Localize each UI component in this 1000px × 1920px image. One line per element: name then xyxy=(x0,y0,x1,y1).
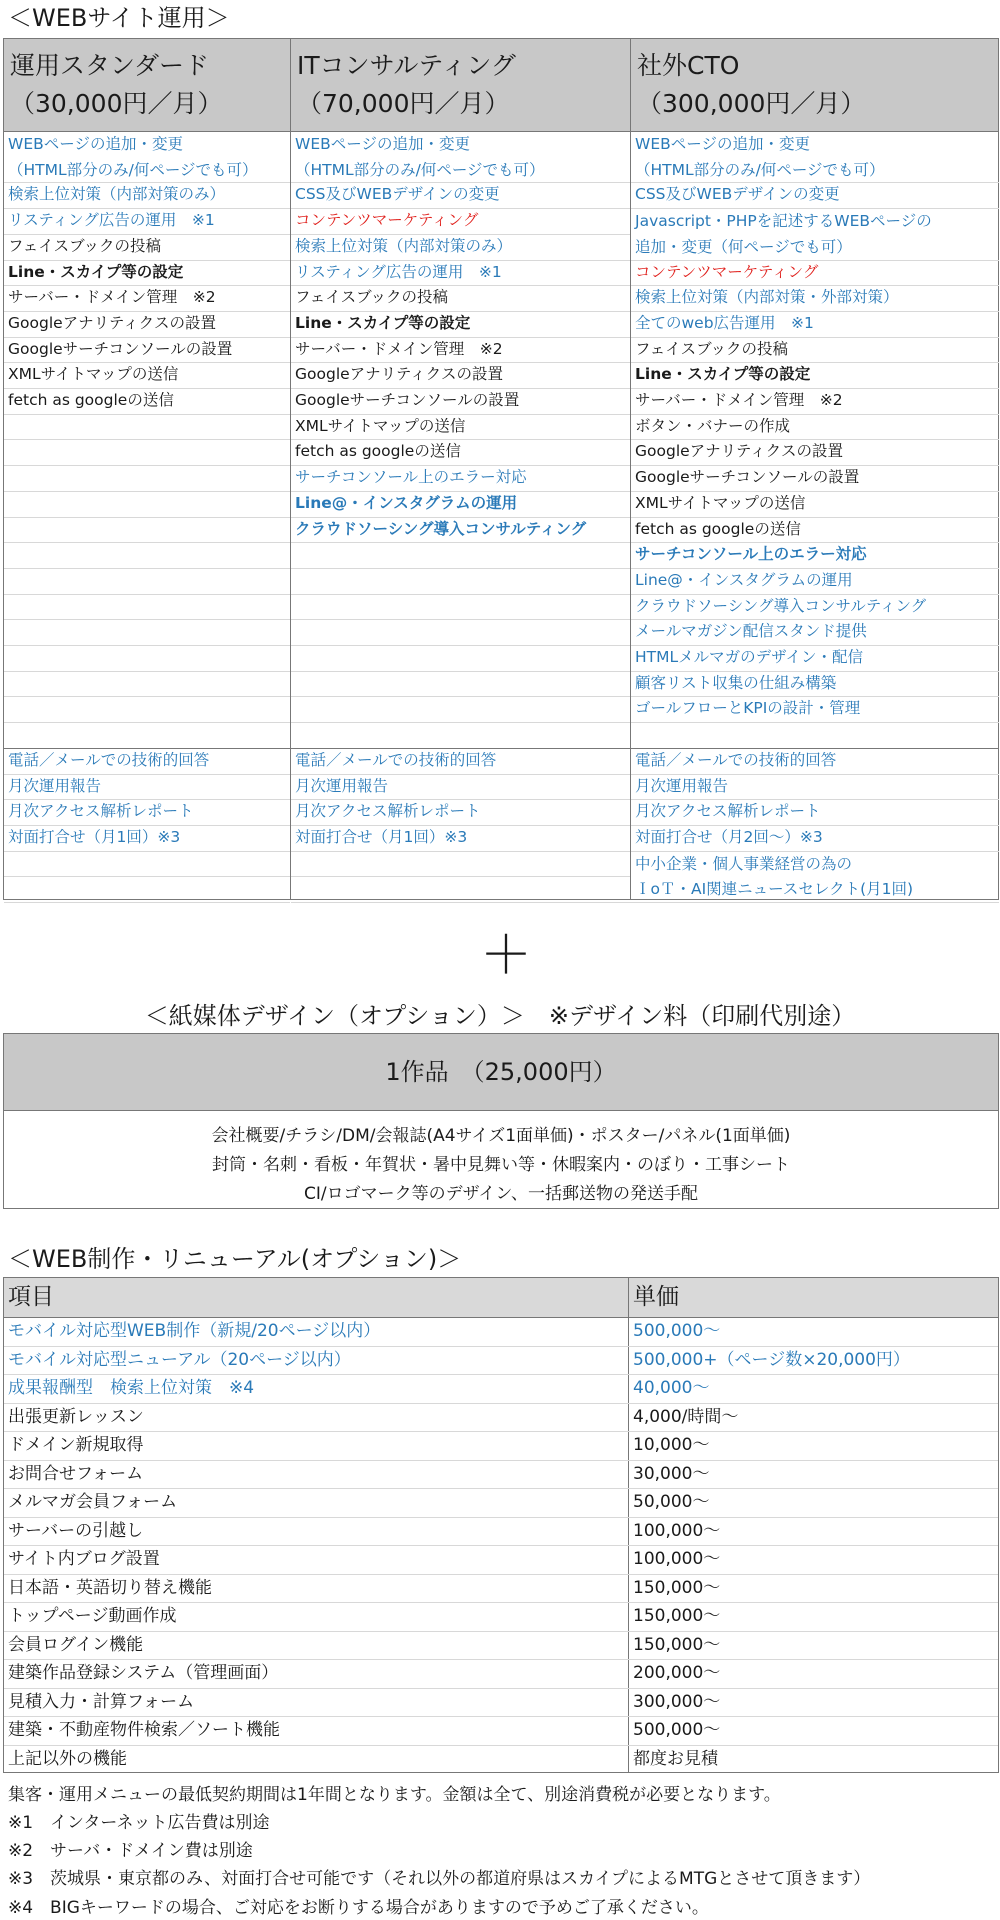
plan-support-item xyxy=(631,748,999,774)
plan-item-line: （HTML部分のみ/何ページでも可） xyxy=(635,160,885,179)
plan-item xyxy=(631,542,999,568)
plan-item-line: サーチコンソール上のエラー対応 xyxy=(295,468,527,487)
plan-item-line: 電話／メールでの技術的回答 xyxy=(295,750,497,769)
plan-item-line: CSS及びWEBデザインの変更 xyxy=(635,185,840,204)
plan-item-line: 追加・変更（何ページでも可） xyxy=(635,237,852,256)
plan-support-item xyxy=(4,748,290,774)
row-divider xyxy=(291,671,631,672)
plan-item-line: フェイスブックの投稿 xyxy=(635,339,788,358)
plan-item-line: XMLサイトマップの送信 xyxy=(635,493,806,512)
plan-item-line: Line・スカイプ等の設定 xyxy=(8,262,184,281)
paper-design-table xyxy=(3,1033,999,1209)
plan-item-line: HTMLメルマガのデザイン・配信 xyxy=(635,648,864,666)
plan-item-line: fetch as googleの送信 xyxy=(8,391,174,409)
row-divider xyxy=(4,594,290,595)
plan-item-line: Javascript・PHPを記述するWEBページの xyxy=(635,212,932,231)
web-ops-table xyxy=(3,38,999,900)
plan-item xyxy=(631,491,999,517)
renewal-price: 10,000～ xyxy=(633,1435,710,1455)
plan-item xyxy=(291,208,631,234)
renewal-price: 200,000～ xyxy=(633,1663,721,1683)
row-divider xyxy=(291,696,631,697)
plan-item xyxy=(631,208,999,259)
plan-item xyxy=(291,337,631,363)
row-divider xyxy=(4,876,290,877)
row-divider xyxy=(291,542,631,543)
plan-item xyxy=(631,131,999,182)
row-divider xyxy=(291,568,631,569)
plan-item-line: ボタン・バナーの作成 xyxy=(635,416,791,435)
plan-item xyxy=(4,311,290,337)
plus-sign: ＋ xyxy=(480,926,533,986)
plan-item xyxy=(631,260,999,286)
plan-item xyxy=(631,696,999,722)
plan-item xyxy=(291,234,631,260)
renewal-item: 出張更新レッスン xyxy=(8,1406,144,1427)
plan-item-line: Googleアナリティクスの設置 xyxy=(295,365,503,384)
plan-item-line: Googleアナリティクスの設置 xyxy=(635,442,843,461)
row-divider xyxy=(631,902,999,903)
plan-item xyxy=(4,362,290,388)
renewal-title: ＜WEB制作・リニューアル(オプション)＞ xyxy=(8,1245,462,1273)
plan-item-line: サーバー・ドメイン管理 ※2 xyxy=(635,391,843,409)
row-divider xyxy=(291,619,631,620)
renewal-item: トップページ動画作成 xyxy=(8,1606,177,1626)
row-divider xyxy=(4,902,290,903)
plan-item-line: WEBページの追加・変更 xyxy=(295,135,470,153)
plan-item xyxy=(631,337,999,363)
plan-support-item xyxy=(631,774,999,800)
plan-item xyxy=(291,311,631,337)
plan-item-line: Googleサーチコンソールの設置 xyxy=(635,468,860,487)
renewal-item: 見積入力・計算フォーム xyxy=(8,1691,195,1712)
renewal-item: メルマガ会員フォーム xyxy=(8,1492,178,1512)
plan-item-line: Googleアナリティクスの設置 xyxy=(8,313,216,332)
plan-name: 社外CTO xyxy=(637,51,740,80)
plan-item xyxy=(631,568,999,594)
plan-item xyxy=(4,337,290,363)
plan-item xyxy=(631,645,999,671)
renewal-item: 成果報酬型 検索上位対策 ※4 xyxy=(8,1378,255,1398)
plan-support-item xyxy=(631,851,999,902)
plan-item-line: WEBページの追加・変更 xyxy=(635,135,810,153)
plan-item-line: fetch as googleの送信 xyxy=(635,519,801,538)
plan-support-item xyxy=(291,825,631,851)
renewal-price: 都度お見積 xyxy=(633,1748,718,1769)
renewal-table xyxy=(3,1277,999,1773)
plan-support-item xyxy=(631,825,999,851)
plan-item xyxy=(631,671,999,697)
row-divider xyxy=(4,542,290,543)
note-general: 集客・運用メニューの最低契約期間は1年間となります。金額は全て、別途消費税が必要となります。 xyxy=(8,1785,781,1805)
plan-item-line: コンテンツマーケティング xyxy=(635,262,819,281)
plan-support-item xyxy=(291,748,631,774)
note-1: ※1 インターネット広告費は別途 xyxy=(8,1813,270,1833)
plan-item xyxy=(291,517,631,543)
plan-header xyxy=(291,39,516,131)
row-divider xyxy=(4,696,290,697)
plan-item xyxy=(291,131,631,182)
plan-header xyxy=(4,39,222,131)
plan-item-line: 月次運用報告 xyxy=(8,776,102,795)
plan-name: 運用スタンダード xyxy=(10,51,210,80)
plan-item xyxy=(291,491,631,517)
renewal-item: モバイル対応型ニューアル（20ページ以内） xyxy=(8,1349,351,1370)
plan-item-line: 電話／メールでの技術的回答 xyxy=(635,750,837,769)
plan-price: （70,000円／月） xyxy=(297,89,510,118)
renewal-item: お問合せフォーム xyxy=(8,1463,144,1484)
plan-support-item xyxy=(291,799,631,825)
row-divider xyxy=(291,876,631,877)
renewal-item: 建築作品登録システム（管理画面） xyxy=(8,1663,279,1683)
plan-item-line: （HTML部分のみ/何ページでも可） xyxy=(295,160,545,179)
row-divider xyxy=(4,671,290,672)
plan-item-line: XMLサイトマップの送信 xyxy=(8,365,179,384)
plan-column-it-consulting xyxy=(290,39,631,899)
plan-item xyxy=(291,182,631,208)
renewal-item: サーバーの引越し xyxy=(8,1520,144,1541)
plan-item-line: 中小企業・個人事業経営の為の xyxy=(635,854,853,873)
note-3: ※3 茨城県・東京都のみ、対面打合せ可能です（それ以外の都道府県はスカイプによるMTGとさせて頂きます） xyxy=(8,1869,871,1889)
row-divider xyxy=(4,1745,998,1746)
renewal-item: ドメイン新規取得 xyxy=(8,1435,144,1455)
plan-item xyxy=(291,362,631,388)
plan-support-item xyxy=(4,799,290,825)
plan-item xyxy=(631,285,999,311)
plan-item xyxy=(4,234,290,260)
note-2: ※2 サーバ・ドメイン費は別途 xyxy=(8,1841,253,1861)
plan-item xyxy=(291,439,631,465)
plan-item xyxy=(631,594,999,620)
plan-item-line: 月次運用報告 xyxy=(635,776,729,795)
plan-item-line: Line・スカイプ等の設定 xyxy=(295,313,471,332)
plan-item-line: 月次アクセス解析レポート xyxy=(635,802,821,821)
plan-item xyxy=(631,362,999,388)
plan-item xyxy=(631,465,999,491)
row-divider xyxy=(4,619,290,620)
plan-item-line: XMLサイトマップの送信 xyxy=(295,416,466,435)
plan-item xyxy=(4,285,290,311)
plan-item xyxy=(291,388,631,414)
plan-item-line: クラウドソーシング導入コンサルティング xyxy=(635,596,927,615)
plan-item-line: リスティング広告の運用 ※1 xyxy=(8,211,215,230)
plan-item-line: クラウドソーシング導入コンサルティング xyxy=(295,519,587,538)
plan-support-item xyxy=(291,774,631,800)
plan-item-line: 対面打合せ（月1回）※3 xyxy=(8,827,181,846)
plan-item xyxy=(4,260,290,286)
renewal-item: サイト内ブログ設置 xyxy=(8,1549,160,1569)
paper-design-line: CI/ロゴマーク等のデザイン、一括郵送物の発送手配 xyxy=(303,1184,699,1204)
row-divider xyxy=(4,491,290,492)
plan-support-item xyxy=(4,774,290,800)
row-divider xyxy=(4,517,290,518)
plan-item xyxy=(4,208,290,234)
renewal-price: 150,000～ xyxy=(633,1577,721,1598)
plan-item xyxy=(4,182,290,208)
plan-item-line: 電話／メールでの技術的回答 xyxy=(8,750,210,769)
renewal-table-header xyxy=(4,1278,998,1318)
plan-item-line: Googleサーチコンソールの設置 xyxy=(295,391,520,409)
plan-support-item xyxy=(631,799,999,825)
plan-item-line: フェイスブックの投稿 xyxy=(295,288,448,307)
renewal-price: 300,000～ xyxy=(633,1691,721,1712)
row-divider xyxy=(4,645,290,646)
plan-item xyxy=(631,388,999,414)
row-divider xyxy=(291,645,631,646)
plan-price: （300,000円／月） xyxy=(637,89,866,118)
plan-item-line: Googleサーチコンソールの設置 xyxy=(8,339,233,358)
renewal-price: 30,000～ xyxy=(633,1463,710,1484)
row-divider xyxy=(4,1631,998,1632)
plan-item xyxy=(291,285,631,311)
renewal-price: 100,000～ xyxy=(633,1520,721,1541)
plan-item-line: 検索上位対策（内部対策・外部対策） xyxy=(635,288,899,307)
renewal-item: 会員ログイン機能 xyxy=(8,1634,144,1655)
row-divider xyxy=(4,851,290,852)
plan-item-line: （HTML部分のみ/何ページでも可） xyxy=(8,160,258,179)
plan-item xyxy=(4,131,290,182)
plan-item-line: Line@・インスタグラムの運用 xyxy=(295,493,518,512)
paper-design-line: 会社概要/チラシ/DM/会報誌(A4サイズ1面単価)・ポスター/パネル(1面単価) xyxy=(211,1126,791,1146)
row-divider xyxy=(4,1431,998,1432)
plan-item-line: WEBページの追加・変更 xyxy=(8,135,183,153)
plan-item-line: 対面打合せ（月2回～）※3 xyxy=(635,827,823,846)
plan-support-item xyxy=(4,825,290,851)
paper-design-price: 1作品 （25,000円） xyxy=(4,1034,998,1111)
plan-item-line: 対面打合せ（月1回）※3 xyxy=(295,827,468,846)
row-divider xyxy=(4,414,290,415)
plan-item xyxy=(631,439,999,465)
plan-item-line: Line@・インスタグラムの運用 xyxy=(635,570,853,589)
plan-item-line: 月次アクセス解析レポート xyxy=(295,802,481,821)
plan-item xyxy=(291,465,631,491)
plan-item-line: 検索上位対策（内部対策のみ） xyxy=(8,185,226,204)
renewal-price: 100,000～ xyxy=(633,1549,721,1569)
row-divider xyxy=(291,851,631,852)
plan-item-line: サーバー・ドメイン管理 ※2 xyxy=(8,288,216,307)
renewal-price: 4,000/時間～ xyxy=(633,1406,739,1427)
plan-item xyxy=(291,260,631,286)
row-divider xyxy=(4,1403,998,1404)
renewal-price: 50,000～ xyxy=(633,1492,710,1512)
header-price: 単価 xyxy=(633,1284,679,1310)
row-divider xyxy=(631,722,999,723)
renewal-price: 500,000～ xyxy=(633,1321,721,1341)
plan-item-line: 月次アクセス解析レポート xyxy=(8,802,194,821)
plan-item-line: 顧客リスト収集の仕組み構築 xyxy=(635,673,837,692)
plan-item-line: サーチコンソール上のエラー対応 xyxy=(635,545,867,564)
renewal-price: 150,000～ xyxy=(633,1606,721,1626)
plan-item-line: メールマガジン配信スタンド提供 xyxy=(635,622,867,641)
row-divider xyxy=(4,568,290,569)
plan-item-line: リスティング広告の運用 ※1 xyxy=(295,262,502,281)
row-divider xyxy=(291,722,631,723)
renewal-item: 上記以外の機能 xyxy=(8,1748,127,1769)
plan-name: ITコンサルティング xyxy=(297,51,516,80)
row-divider xyxy=(4,1460,998,1461)
renewal-price: 500,000～ xyxy=(633,1720,721,1740)
plan-item-line: Line・スカイプ等の設定 xyxy=(635,365,811,384)
paper-design-line: 封筒・名刺・看板・年賀状・暑中見舞い等・休暇案内・のぼり・工事シート xyxy=(212,1155,790,1175)
row-divider xyxy=(4,439,290,440)
plan-item-line: ゴールフローとKPIの設計・管理 xyxy=(635,699,861,718)
plan-price: （30,000円／月） xyxy=(10,89,223,118)
renewal-item: 日本語・英語切り替え機能 xyxy=(8,1577,212,1598)
plan-item-line: 検索上位対策（内部対策のみ） xyxy=(295,236,513,255)
plan-item xyxy=(631,182,999,208)
plan-item-line: サーバー・ドメイン管理 ※2 xyxy=(295,339,503,358)
renewal-item: 建築・不動産物件検索／ソート機能 xyxy=(8,1720,280,1740)
renewal-item: モバイル対応型WEB制作（新規/20ページ以内） xyxy=(8,1321,381,1341)
renewal-price: 150,000～ xyxy=(633,1634,721,1655)
plan-item xyxy=(631,311,999,337)
plan-item-line: ＩoＴ・AI関連ニュースセレクト(月1回) xyxy=(635,880,914,899)
renewal-price: 40,000～ xyxy=(633,1378,710,1398)
paper-design-title: ＜紙媒体デザイン（オプション）＞ ※デザイン料（印刷代別途） xyxy=(144,1002,856,1030)
row-divider xyxy=(4,722,290,723)
renewal-price: 500,000+（ページ数×20,000円） xyxy=(633,1349,910,1370)
plan-item xyxy=(291,414,631,440)
row-divider xyxy=(291,902,631,903)
plan-item xyxy=(631,619,999,645)
plan-column-standard xyxy=(4,39,290,899)
plan-item xyxy=(631,414,999,440)
plan-column-cto xyxy=(630,39,999,899)
plan-item-line: CSS及びWEBデザインの変更 xyxy=(295,185,500,204)
web-ops-title: ＜WEBサイト運用＞ xyxy=(8,4,230,32)
plan-item-line: フェイスブックの投稿 xyxy=(8,236,161,255)
row-divider xyxy=(4,1517,998,1518)
plan-header xyxy=(631,39,865,131)
plan-item-line: 全てのweb広告運用 ※1 xyxy=(635,313,814,332)
plan-item-line: fetch as googleの送信 xyxy=(295,442,461,461)
row-divider xyxy=(4,465,290,466)
plan-item-line: コンテンツマーケティング xyxy=(295,211,479,230)
note-4: ※4 BIGキーワードの場合、ご対応をお断りする場合がありますので予めご了承ください。 xyxy=(8,1898,709,1918)
plan-item-line: 月次運用報告 xyxy=(295,776,389,795)
plan-item xyxy=(631,517,999,543)
row-divider xyxy=(291,594,631,595)
plan-item xyxy=(4,388,290,414)
header-item: 項目 xyxy=(8,1284,54,1310)
